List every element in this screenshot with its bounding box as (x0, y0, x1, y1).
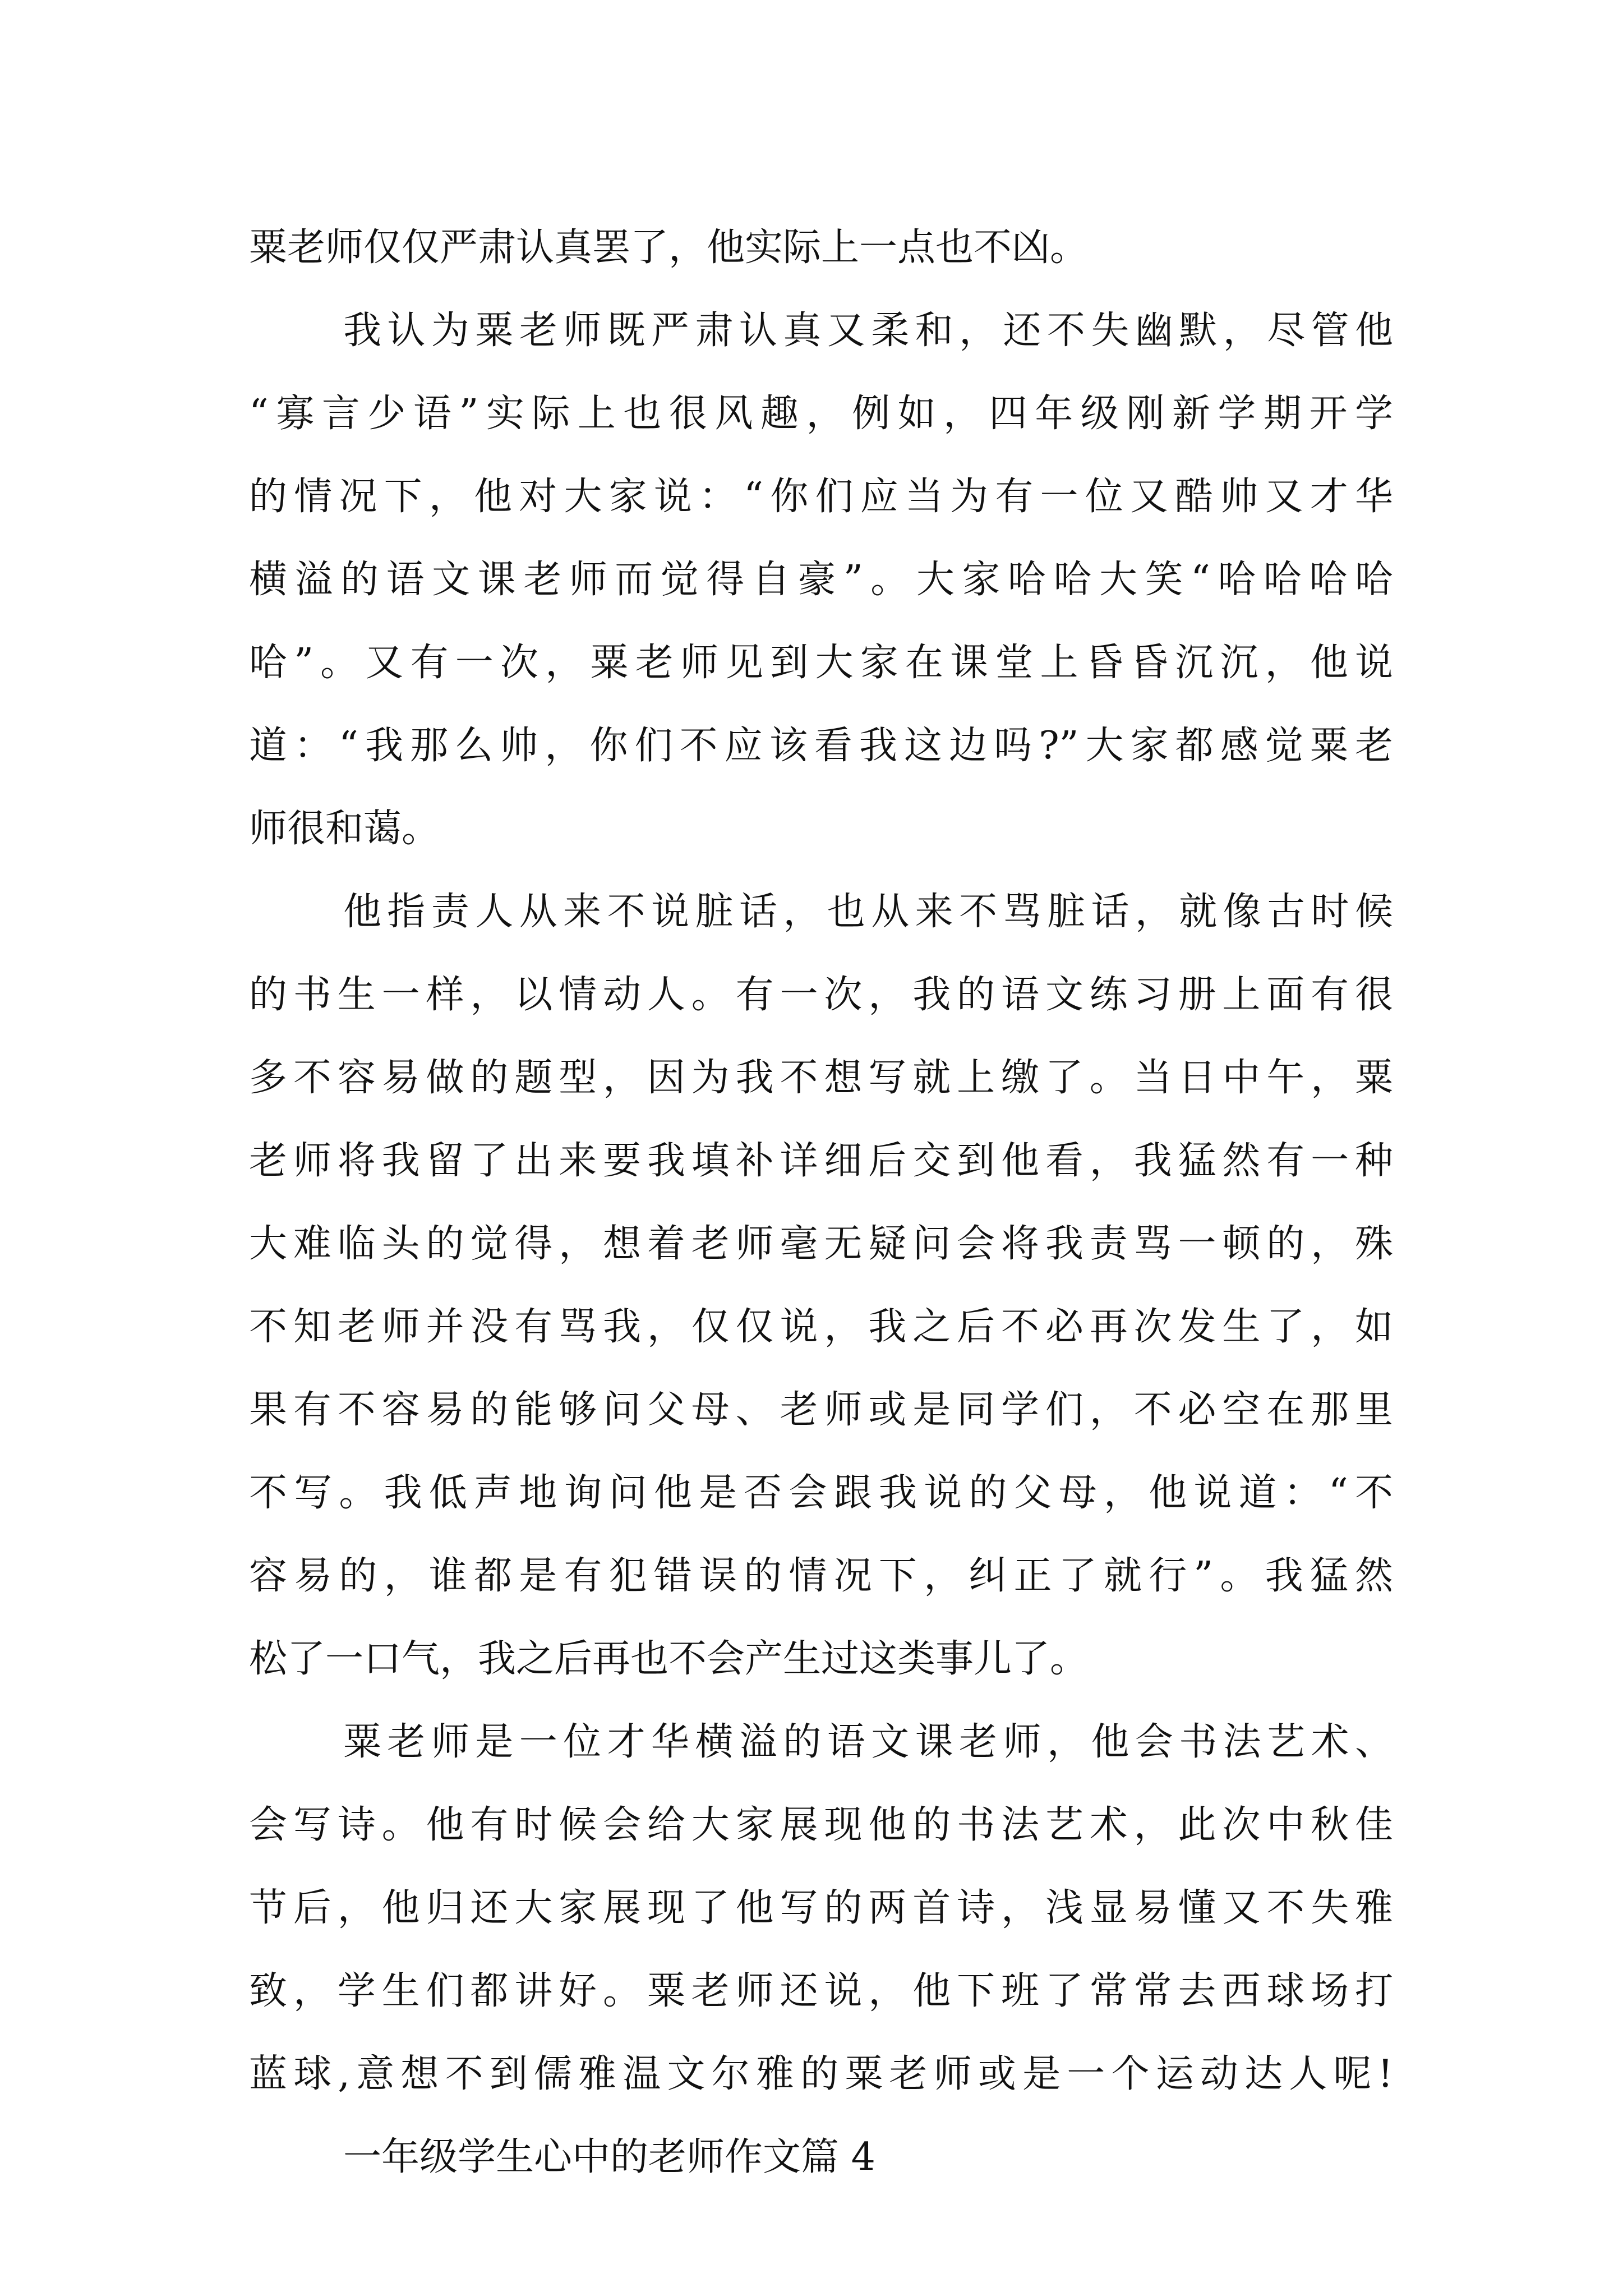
text-line: 蓝球,意想不到儒雅温文尔雅的粟老师或是一个运动达人呢! (249, 2052, 1393, 2096)
section-heading: 一年级学生心中的老师作文篇 4 (343, 2135, 875, 2179)
text-line: 会写诗。他有时候会给大家展现他的书法艺术，此次中秋佳 (249, 1803, 1393, 1847)
text-line: 不写。我低声地询问他是否会跟我说的父母，他说道：“不 (249, 1471, 1393, 1515)
text-line: 致，学生们都讲好。粟老师还说，他下班了常常去西球场打 (249, 1969, 1393, 2013)
text-line: 粟老师是一位才华横溢的语文课老师，他会书法艺术、 (343, 1720, 1393, 1764)
text-line: 果有不容易的能够问父母、老师或是同学们，不必空在那里 (249, 1388, 1393, 1432)
text-line: 师很和蔼。 (249, 807, 440, 851)
text-line: 大难临头的觉得，想着老师毫无疑问会将我责骂一顿的，殊 (249, 1222, 1393, 1266)
text-line: 不知老师并没有骂我，仅仅说，我之后不必再次发生了，如 (249, 1305, 1393, 1349)
text-line: 他指责人从来不说脏话，也从来不骂脏话，就像古时候 (343, 890, 1393, 934)
text-line: 的书生一样，以情动人。有一次，我的语文练习册上面有很 (249, 973, 1393, 1017)
text-line: 松了一口气，我之后再也不会产生过这类事儿了。 (249, 1637, 1089, 1681)
text-line: 粟老师仅仅严肃认真罢了，他实际上一点也不凶。 (249, 226, 1089, 270)
text-line: 容易的，谁都是有犯错误的情况下，纠正了就行”。我猛然 (249, 1554, 1393, 1598)
text-line: 节后，他归还大家展现了他写的两首诗，浅显易懂又不失雅 (249, 1886, 1393, 1930)
text-line: 的情况下，他对大家说：“你们应当为有一位又酷帅又才华 (249, 475, 1393, 519)
text-line: 多不容易做的题型，因为我不想写就上缴了。当日中午，粟 (249, 1056, 1393, 1100)
text-line: 道：“我那么帅，你们不应该看我这边吗?”大家都感觉粟老 (249, 724, 1393, 768)
text-line: 哈”。又有一次，粟老师见到大家在课堂上昏昏沉沉，他说 (249, 641, 1393, 685)
text-line: “寡言少语”实际上也很风趣，例如，四年级刚新学期开学 (249, 392, 1393, 436)
text-line: 我认为粟老师既严肃认真又柔和，还不失幽默，尽管他 (343, 309, 1393, 353)
text-line: 老师将我留了出来要我填补详细后交到他看，我猛然有一种 (249, 1139, 1393, 1183)
text-line: 横溢的语文课老师而觉得自豪”。大家哈哈大笑“哈哈哈哈 (249, 558, 1393, 602)
article-body (249, 206, 1393, 2199)
